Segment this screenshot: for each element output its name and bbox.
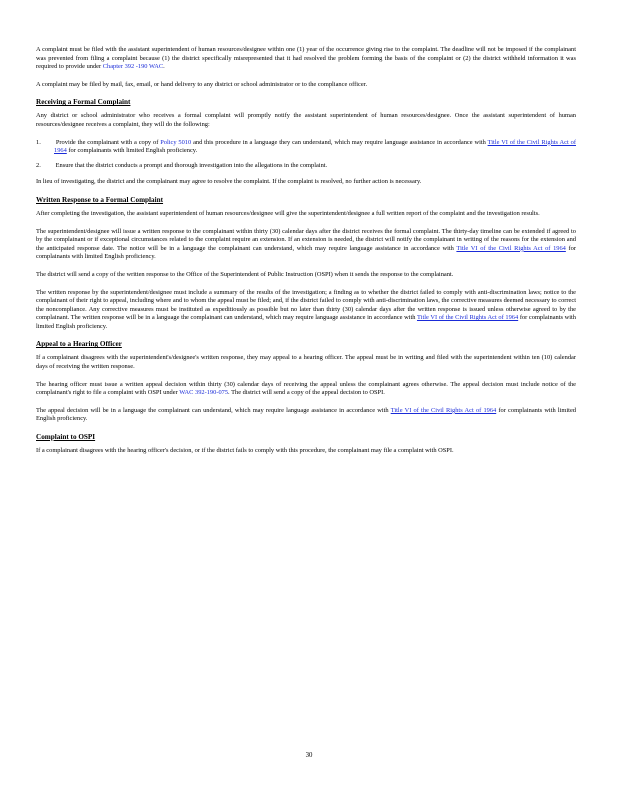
link-wac-392-190-075[interactable]: WAC 392-190-075 xyxy=(179,389,229,397)
paragraph-appeal-decision xyxy=(36,381,576,398)
heading-receiving-formal-complaint: Receiving a Formal Complaint xyxy=(36,98,131,107)
paragraph-filing-deadline xyxy=(36,46,576,72)
text: . The district will send a copy of the appeal decision to OSPI. xyxy=(228,389,385,397)
paragraph-filing-methods: A complaint may be filed by mail, fax, email, or hand delivery to any district or school administrator or to the compliance officer. xyxy=(36,80,368,88)
paragraph-appeal: If a complainant disagrees with the superintendent's/designee's written response, they may appeal to a hearing officer. The appeal must be in writing and filed with the superintendent within ten (10) calendar days of receiving the written response. xyxy=(36,354,576,371)
page-number: 30 xyxy=(305,752,313,759)
link-title-vi[interactable]: Title VI of the Civil Rights Act of 1964 xyxy=(456,244,566,252)
text: The appeal decision will be in a language the complainant can understand, which may require language assistance in accordance with xyxy=(36,406,389,414)
heading-complaint-to-ospi: Complaint to OSPI xyxy=(36,433,96,442)
text: The written response by the superintendent/designee must include a summary of the results of the investigation; a finding as to whether the district failed to comply with anti-discrimination laws; notice to the complainant of their right to appeal, including where and to whom the appeal must be filed; and, if the district failed to comply with anti-discrimination laws, the corrective measures deemed necessary to correct the noncompliance. Any corrective measures must be instituted as expeditiously as possible but no later than thirty (30) calendar days after the written response is issued unless otherwise agreed to by the complainant. The written response will be in a language the complainant can understand, which may require language assistance in accordance with xyxy=(36,288,576,322)
paragraph-receiving: Any district or school administrator who receives a formal complaint will promptly notify the assistant superintendent of human resources/designee. Once the assistant superintendent of human resources/designee receives a complaint, they will do the following: xyxy=(36,112,576,128)
text: for complainants with limited English proficiency. xyxy=(36,244,576,261)
text: for complainants with limited English proficiency. xyxy=(36,406,576,423)
link-title-vi[interactable]: Title VI of the Civil Rights Act of 1964 xyxy=(54,138,576,155)
heading-appeal-hearing-officer: Appeal to a Hearing Officer xyxy=(36,340,122,349)
list-item xyxy=(36,139,576,156)
text: . xyxy=(163,63,165,71)
paragraph-investigation-report: After completing the investigation, the assistant superintendent of human resources/designee will give the superintendent/designee a full written report of the complaint and the investigation results. xyxy=(36,209,540,217)
text: The superintendent/designee will issue a written response to the complainant within thirty (30) calendar days after the district receives the formal complaint. The thirty-day timeline can be extended if agreed to by the complainant or if exceptional circumstances related to the complaint require an extension. If an extension is needed, the district will notify the complainant in writing of the reasons for the extension and the anticipated response date. The notice will be in a language the complainant can understand, which may require language assistance in accordance with xyxy=(36,227,576,252)
text: Provide the complainant with a copy of xyxy=(55,138,159,146)
text: A complaint must be filed with the assistant superintendent of human resources/designee within one (1) year of the occurrence giving rise to the complaint. The deadline will not be imposed if the complainant was prevented from filing a complaint because (1) the district specifically misrepresented that it had resolved the problem forming the basis of the complaint or (2) the district withheld information it was required to provide under xyxy=(36,46,576,71)
receiving-steps-list xyxy=(36,139,576,171)
paragraph-appeal-language xyxy=(36,407,576,424)
link-policy-5010[interactable]: Policy 5010 xyxy=(160,138,192,146)
list-number: 2. xyxy=(36,161,41,169)
paragraph-written-response-timeline xyxy=(36,228,576,262)
link-title-vi[interactable]: Title VI of the Civil Rights Act of 1964 xyxy=(390,406,497,414)
paragraph-copy-to-ospi: The district will send a copy of the written response to the Office of the Superintendent of Public Instruction (OSPI) when it sends the response to the complainant. xyxy=(36,270,454,278)
document-page xyxy=(36,46,576,465)
text: Ensure that the district conducts a prompt and thorough investigation into the allegations in the complaint. xyxy=(55,161,328,169)
text: for complainants with limited English proficiency. xyxy=(68,147,198,155)
list-item xyxy=(36,162,576,171)
link-title-vi[interactable]: Title VI of the Civil Rights Act of 1964 xyxy=(416,314,519,322)
link-chapter-392-190-wac[interactable]: Chapter 392 -190 WAC xyxy=(102,63,164,71)
paragraph-complaint-to-ospi: If a complainant disagrees with the hearing officer's decision, or if the district fails to comply with this procedure, the complainant may file a complaint with OSPI. xyxy=(36,447,454,455)
text: and this procedure in a language they can understand, which may require language assistance in accordance with xyxy=(193,138,486,146)
heading-written-response: Written Response to a Formal Complaint xyxy=(36,195,164,204)
paragraph-lieu-of-investigating: In lieu of investigating, the district and the complainant may agree to resolve the complaint. If the complaint is resolved, no further action is necessary. xyxy=(36,178,422,186)
text: The hearing officer must issue a written appeal decision within thirty (30) calendar days of receiving the appeal unless the complainant agrees otherwise. The appeal decision must include notice of the complainant's right to file a complaint with OSPI under xyxy=(36,380,576,397)
list-number: 1. xyxy=(36,138,41,146)
paragraph-written-response-contents xyxy=(36,289,576,332)
text: for complainants with limited English proficiency. xyxy=(36,314,576,330)
